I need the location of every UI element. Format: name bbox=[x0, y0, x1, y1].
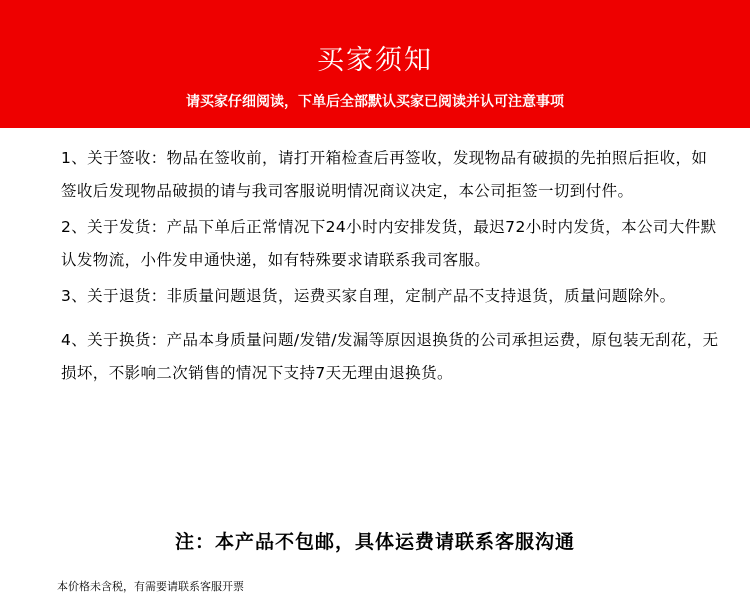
notice-returns: 3、关于退货：非质量问题退货，运费买家自理，定制产品不支持退货，质量问题除外。 bbox=[61, 287, 676, 305]
notice-exchanges: 4、关于换货：产品本身质量问题/发错/发漏等原因退换货的公司承担运费，原包装无刮花，无损坏，不影响二次销售的情况下支持7天无理由退换货。 bbox=[61, 331, 719, 382]
banner-title: 买家须知 bbox=[317, 45, 433, 76]
banner-subtitle: 请买家仔细阅读，下单后全部默认买家已阅读并认可注意事项 bbox=[186, 94, 564, 110]
tax-note: 本价格未含税，有需要请联系客服开票 bbox=[57, 580, 244, 593]
header-banner bbox=[0, 0, 750, 128]
shipping-footnote: 注：本产品不包邮，具体运费请联系客服沟通 bbox=[174, 531, 575, 553]
notice-signing: 1、关于签收：物品在签收前，请打开箱检查后再签收，发现物品有破损的先拍照后拒收，如签收后发现物品破损的请与我司客服说明情况商议决定，本公司拒签一切到付件。 bbox=[61, 149, 708, 200]
notice-shipping: 2、关于发货：产品下单后正常情况下24小时内安排发货，最迟72小时内发货，本公司大件默认发物流，小件发申通快递，如有特殊要求请联系我司客服。 bbox=[61, 218, 717, 269]
notice-list bbox=[61, 142, 721, 390]
